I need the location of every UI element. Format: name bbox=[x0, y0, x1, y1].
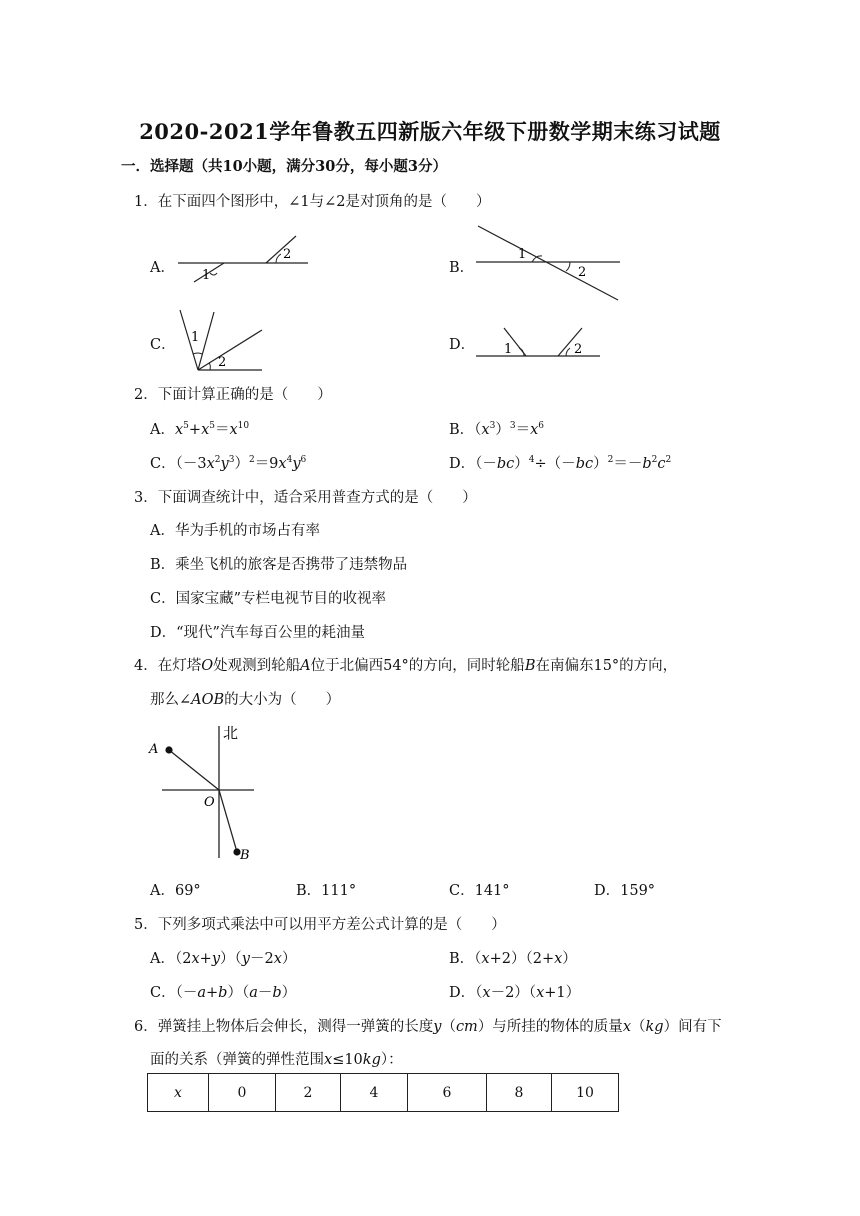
question-4-stem-line2: 那么∠AOB的大小为（ ） bbox=[150, 692, 341, 708]
question-2-stem: 2．下面计算正确的是（ ） bbox=[134, 387, 332, 403]
q1-option-b-label: B． bbox=[449, 260, 475, 276]
q1-figure-c bbox=[174, 306, 266, 372]
q1-option-a-label: A． bbox=[150, 260, 175, 276]
q3-option-c: C．国家宝藏”专栏电视节目的收视率 bbox=[150, 591, 387, 607]
point-o-label: O bbox=[204, 795, 215, 810]
q5-option-b: B．（x+2）（2+x） bbox=[449, 951, 577, 967]
angle-2-label: 2 bbox=[218, 355, 227, 370]
table-header-x: x bbox=[148, 1074, 209, 1112]
q4-option-d: D．159° bbox=[594, 883, 656, 899]
q3-option-b: B．乘坐飞机的旅客是否携带了违禁物品 bbox=[150, 557, 408, 573]
angle-1-label: 1 bbox=[191, 330, 200, 345]
q4-option-a: A．69° bbox=[150, 883, 201, 899]
q2-option-a: A．$x^5+x^5=x^{10}$ bbox=[150, 421, 250, 438]
question-3-stem: 3．下面调查统计中，适合采用普查方式的是（ ） bbox=[134, 490, 477, 506]
q1-figure-d bbox=[474, 323, 602, 359]
q4-option-c: C．141° bbox=[449, 883, 510, 899]
q1-figure-a bbox=[176, 232, 310, 294]
q1-option-c-label: C． bbox=[150, 337, 176, 353]
angle-2-label: 2 bbox=[283, 247, 292, 262]
point-b-label: B bbox=[240, 848, 250, 863]
page-title: 2020-2021学年鲁教五四新版六年级下册数学期末练习试题 bbox=[139, 119, 721, 144]
q3-option-a: A．华为手机的市场占有率 bbox=[150, 523, 320, 539]
section-heading: 一．选择题（共10小题，满分30分，每小题3分） bbox=[121, 158, 447, 175]
q5-option-a: A．（2x+y）（y－2x） bbox=[150, 951, 297, 967]
question-6-stem-line1: 6．弹簧挂上物体后会伸长，测得一弹簧的长度y（cm）与所挂的物体的质量x（kg）间有下 bbox=[134, 1019, 722, 1035]
question-5-stem: 5．下列多项式乘法中可以用平方差公式计算的是（ ） bbox=[134, 917, 506, 933]
q5-option-c: C．（－a+b）（a－b） bbox=[150, 985, 297, 1001]
question-6-stem-line2: 面的关系（弹簧的弹性范围x≤10kg）： bbox=[150, 1052, 403, 1068]
question-1-stem: 1．在下面四个图形中，∠1与∠2是对顶角的是（ ） bbox=[134, 194, 491, 210]
table-cell: 4 bbox=[341, 1074, 408, 1112]
table-cell: 6 bbox=[408, 1074, 487, 1112]
spring-data-table bbox=[147, 1073, 619, 1112]
table-cell: 8 bbox=[487, 1074, 552, 1112]
q3-option-d: D．“现代”汽车每百公里的耗油量 bbox=[150, 625, 365, 641]
north-label: 北 bbox=[223, 724, 239, 742]
table-cell: 10 bbox=[552, 1074, 619, 1112]
question-4-stem-line1: 4．在灯塔O处观测到轮船A位于北偏西54°的方向，同时轮船B在南偏东15°的方向， bbox=[134, 658, 678, 674]
angle-1-label: 1 bbox=[504, 342, 513, 357]
q2-option-d: D．$(-bc)^4\div(-bc)^2=-b^2c^2$ bbox=[449, 455, 672, 472]
q5-option-d: D．（x－2）（x+1） bbox=[449, 985, 581, 1001]
table-cell: 0 bbox=[209, 1074, 276, 1112]
q4-figure bbox=[146, 718, 258, 864]
q1-figure-b bbox=[474, 224, 622, 302]
q2-option-c: C．$(-3x^2y^3)^2=9x^4y^6$ bbox=[150, 455, 307, 472]
q4-option-b: B．111° bbox=[296, 883, 357, 899]
q2-option-b: B．$(x^3)^3=x^6$ bbox=[449, 421, 544, 438]
angle-2-label: 2 bbox=[574, 342, 583, 357]
angle-2-label: 2 bbox=[578, 265, 587, 280]
point-a-label: A bbox=[149, 742, 159, 757]
table-row bbox=[148, 1074, 619, 1112]
angle-1-label: 1 bbox=[518, 247, 527, 262]
table-cell: 2 bbox=[276, 1074, 341, 1112]
q1-option-d-label: D． bbox=[449, 337, 476, 353]
angle-1-label: 1 bbox=[202, 268, 211, 283]
